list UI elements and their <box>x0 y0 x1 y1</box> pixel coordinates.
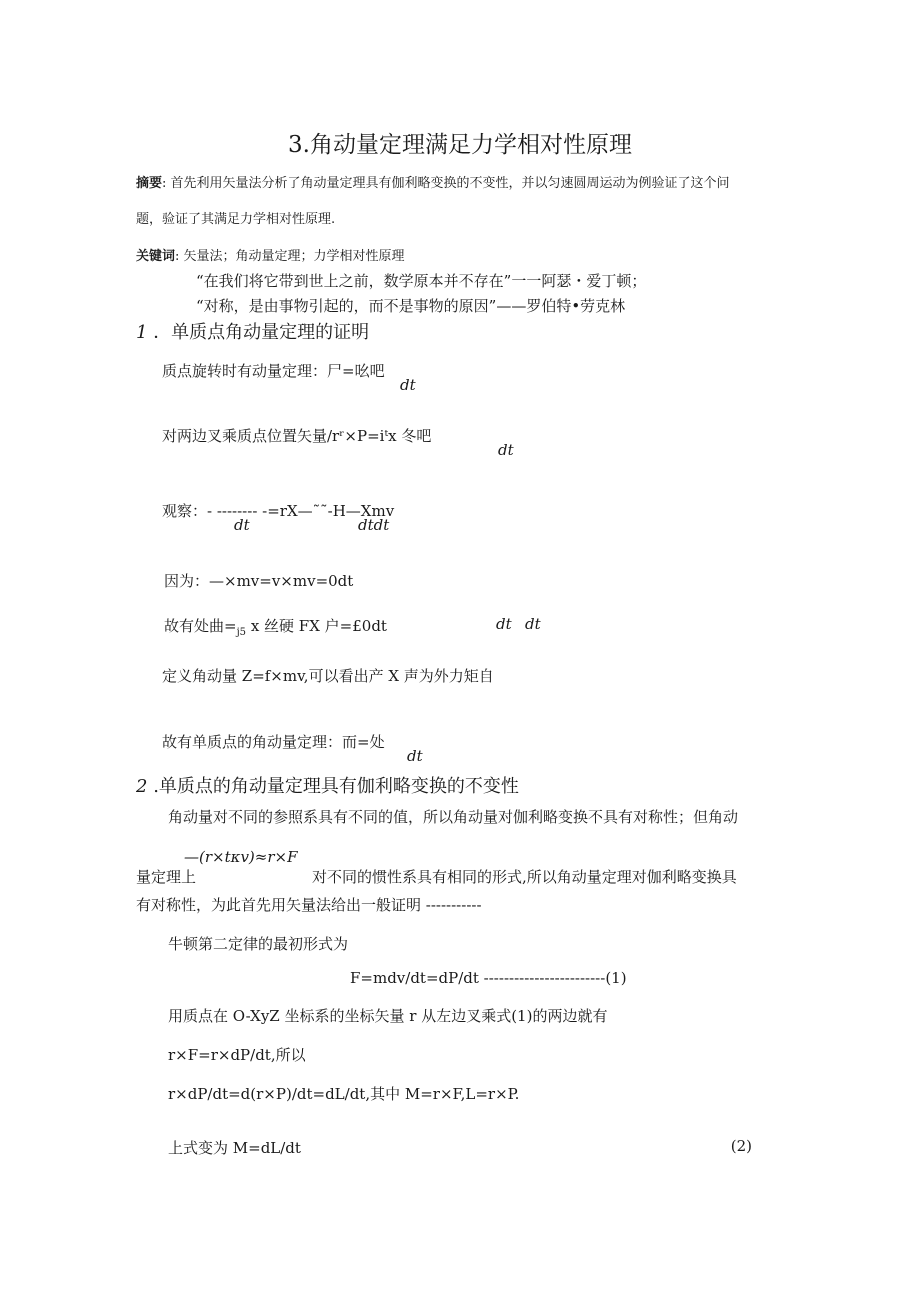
page-title: 3.角动量定理满足力学相对性原理 <box>288 132 632 158</box>
s2-para-6: r×F=r×dP/dt,所以 <box>168 1046 306 1064</box>
s2-formula-above: —(r×tκv)≈r×F <box>184 848 298 866</box>
s1-line-3: 观察：- -------- -=rX—˜˜-H—Xmv <box>162 502 395 520</box>
section-2-heading <box>136 772 519 798</box>
section-2-title: .单质点的角动量定理具有伽利略变换的不变性 <box>153 776 519 797</box>
s2-para-2-left: 量定理上 <box>136 868 197 886</box>
s1-line-5-dt-1: dt <box>496 615 512 633</box>
s2-para-1: 角动量对不同的参照系具有不同的值，所以角动量对伽利略变换不具有对称性；但角动 <box>168 808 739 826</box>
s2-para-4: 牛顿第二定律的最初形式为 <box>168 935 349 953</box>
s1-line-3-dt-2: dtdt <box>358 516 390 534</box>
s1-line-5-b: x 丝硬 FX 户=£0dt <box>246 617 387 635</box>
keywords-label: 关键词 <box>136 249 176 264</box>
abstract-line-2: 题，验证了其满足力学相对性原理. <box>136 212 336 227</box>
s1-line-5 <box>164 615 387 638</box>
s1-line-5-dt-2: dt <box>525 615 541 633</box>
s2-para-5: 用质点在 O-XyZ 坐标系的坐标矢量 r 从左边叉乘式(1)的两边就有 <box>168 1007 608 1025</box>
s2-equation-1: F=mdv/dt=dP/dt ------------------------(1) <box>350 969 627 987</box>
quote-1: “在我们将它带到世上之前，数学原本并不存在”一一阿瑟・爱丁顿； <box>196 272 647 290</box>
abstract-text-1: : 首先利用矢量法分析了角动量定理具有伽利略变换的不变性，并以匀速圆周运动为例验证了这个问 <box>162 176 730 191</box>
s1-line-7: 故有单质点的角动量定理：而=处 <box>162 733 385 751</box>
s1-line-5-a: 故有处曲= <box>164 617 237 635</box>
section-1-heading <box>136 318 369 344</box>
s1-line-7-dt: dt <box>407 747 423 765</box>
section-1-number: 1 <box>136 322 148 343</box>
abstract-line-1 <box>136 172 730 191</box>
abstract-label: 摘要 <box>136 176 163 191</box>
s1-line-6: 定义角动量 Z=f×mv,可以看出产 X 声为外力矩自 <box>162 667 494 685</box>
quote-2: “对称，是由事物引起的，而不是事物的原因”——罗伯特•劳克林 <box>196 297 626 315</box>
keywords-line <box>136 245 405 264</box>
s2-para-7: r×dP/dt=d(r×P)/dt=dL/dt,其中 M=r×F,L=r×P. <box>168 1085 520 1103</box>
section-2-number: 2 <box>136 776 148 797</box>
section-1-title: ．单质点角动量定理的证明 <box>153 322 370 343</box>
s1-line-4: 因为：—×mv=v×mv=0dt <box>164 572 354 590</box>
s2-equation-2-number: (2) <box>730 1137 752 1155</box>
keywords-text: : 矢量法；角动量定理；力学相对性原理 <box>175 249 405 264</box>
s1-line-5-sub: j5 <box>236 627 247 638</box>
s2-para-8: 上式变为 M=dL/dt <box>168 1139 301 1157</box>
s2-para-3: 有对称性，为此首先用矢量法给出一般证明 ----------- <box>136 896 482 914</box>
s1-line-1: 质点旋转时有动量定理：尸=吆吧 <box>162 362 385 380</box>
s1-line-2: 对两边叉乘质点位置矢量/rʳ×P=iᵗx 冬吧 <box>162 427 432 445</box>
s1-line-3-dt-1: dt <box>234 516 250 534</box>
s1-line-2-dt: dt <box>498 441 514 459</box>
s1-line-1-dt: dt <box>400 376 416 394</box>
s2-para-2-right: 对不同的惯性系具有相同的形式,所以角动量定理对伽利略变换具 <box>312 868 737 886</box>
